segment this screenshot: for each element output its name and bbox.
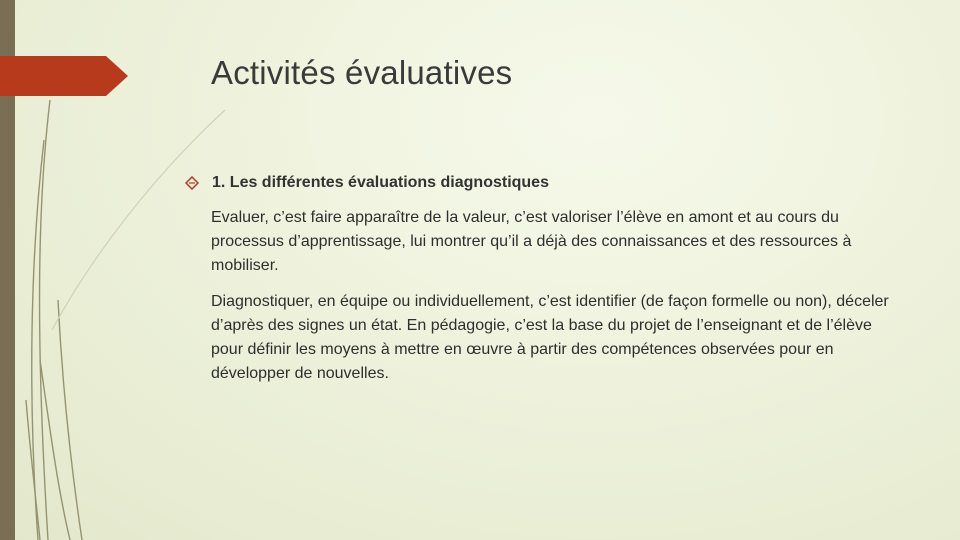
diamond-outline-icon: [185, 172, 203, 194]
paragraph-evaluer: Evaluer, c’est faire apparaître de la valeur, c’est valoriser l’élève en amont et au cours du processus d’apprentissage, lui montrer qu’il a déjà des connaissances et des ressources à mobiliser.: [211, 209, 852, 274]
slide-content: [211, 172, 911, 386]
section-heading-text: 1. Les différentes évaluations diagnostiques: [212, 174, 549, 191]
paragraph-diagnostiquer: Diagnostiquer, en équipe ou individuellement, c’est identifier (de façon formelle ou non), déceler d’après des signes un état. En pédagogie, c’est la base du projet de l’enseignant et de l’élève pour définir les moyens à mettre en œuvre à partir des compétences observées pour en développer de nouvelles.: [211, 293, 889, 382]
title-accent-tab: [0, 56, 128, 96]
slide-title: Activités évaluatives: [211, 54, 513, 91]
section-heading: [185, 172, 911, 194]
